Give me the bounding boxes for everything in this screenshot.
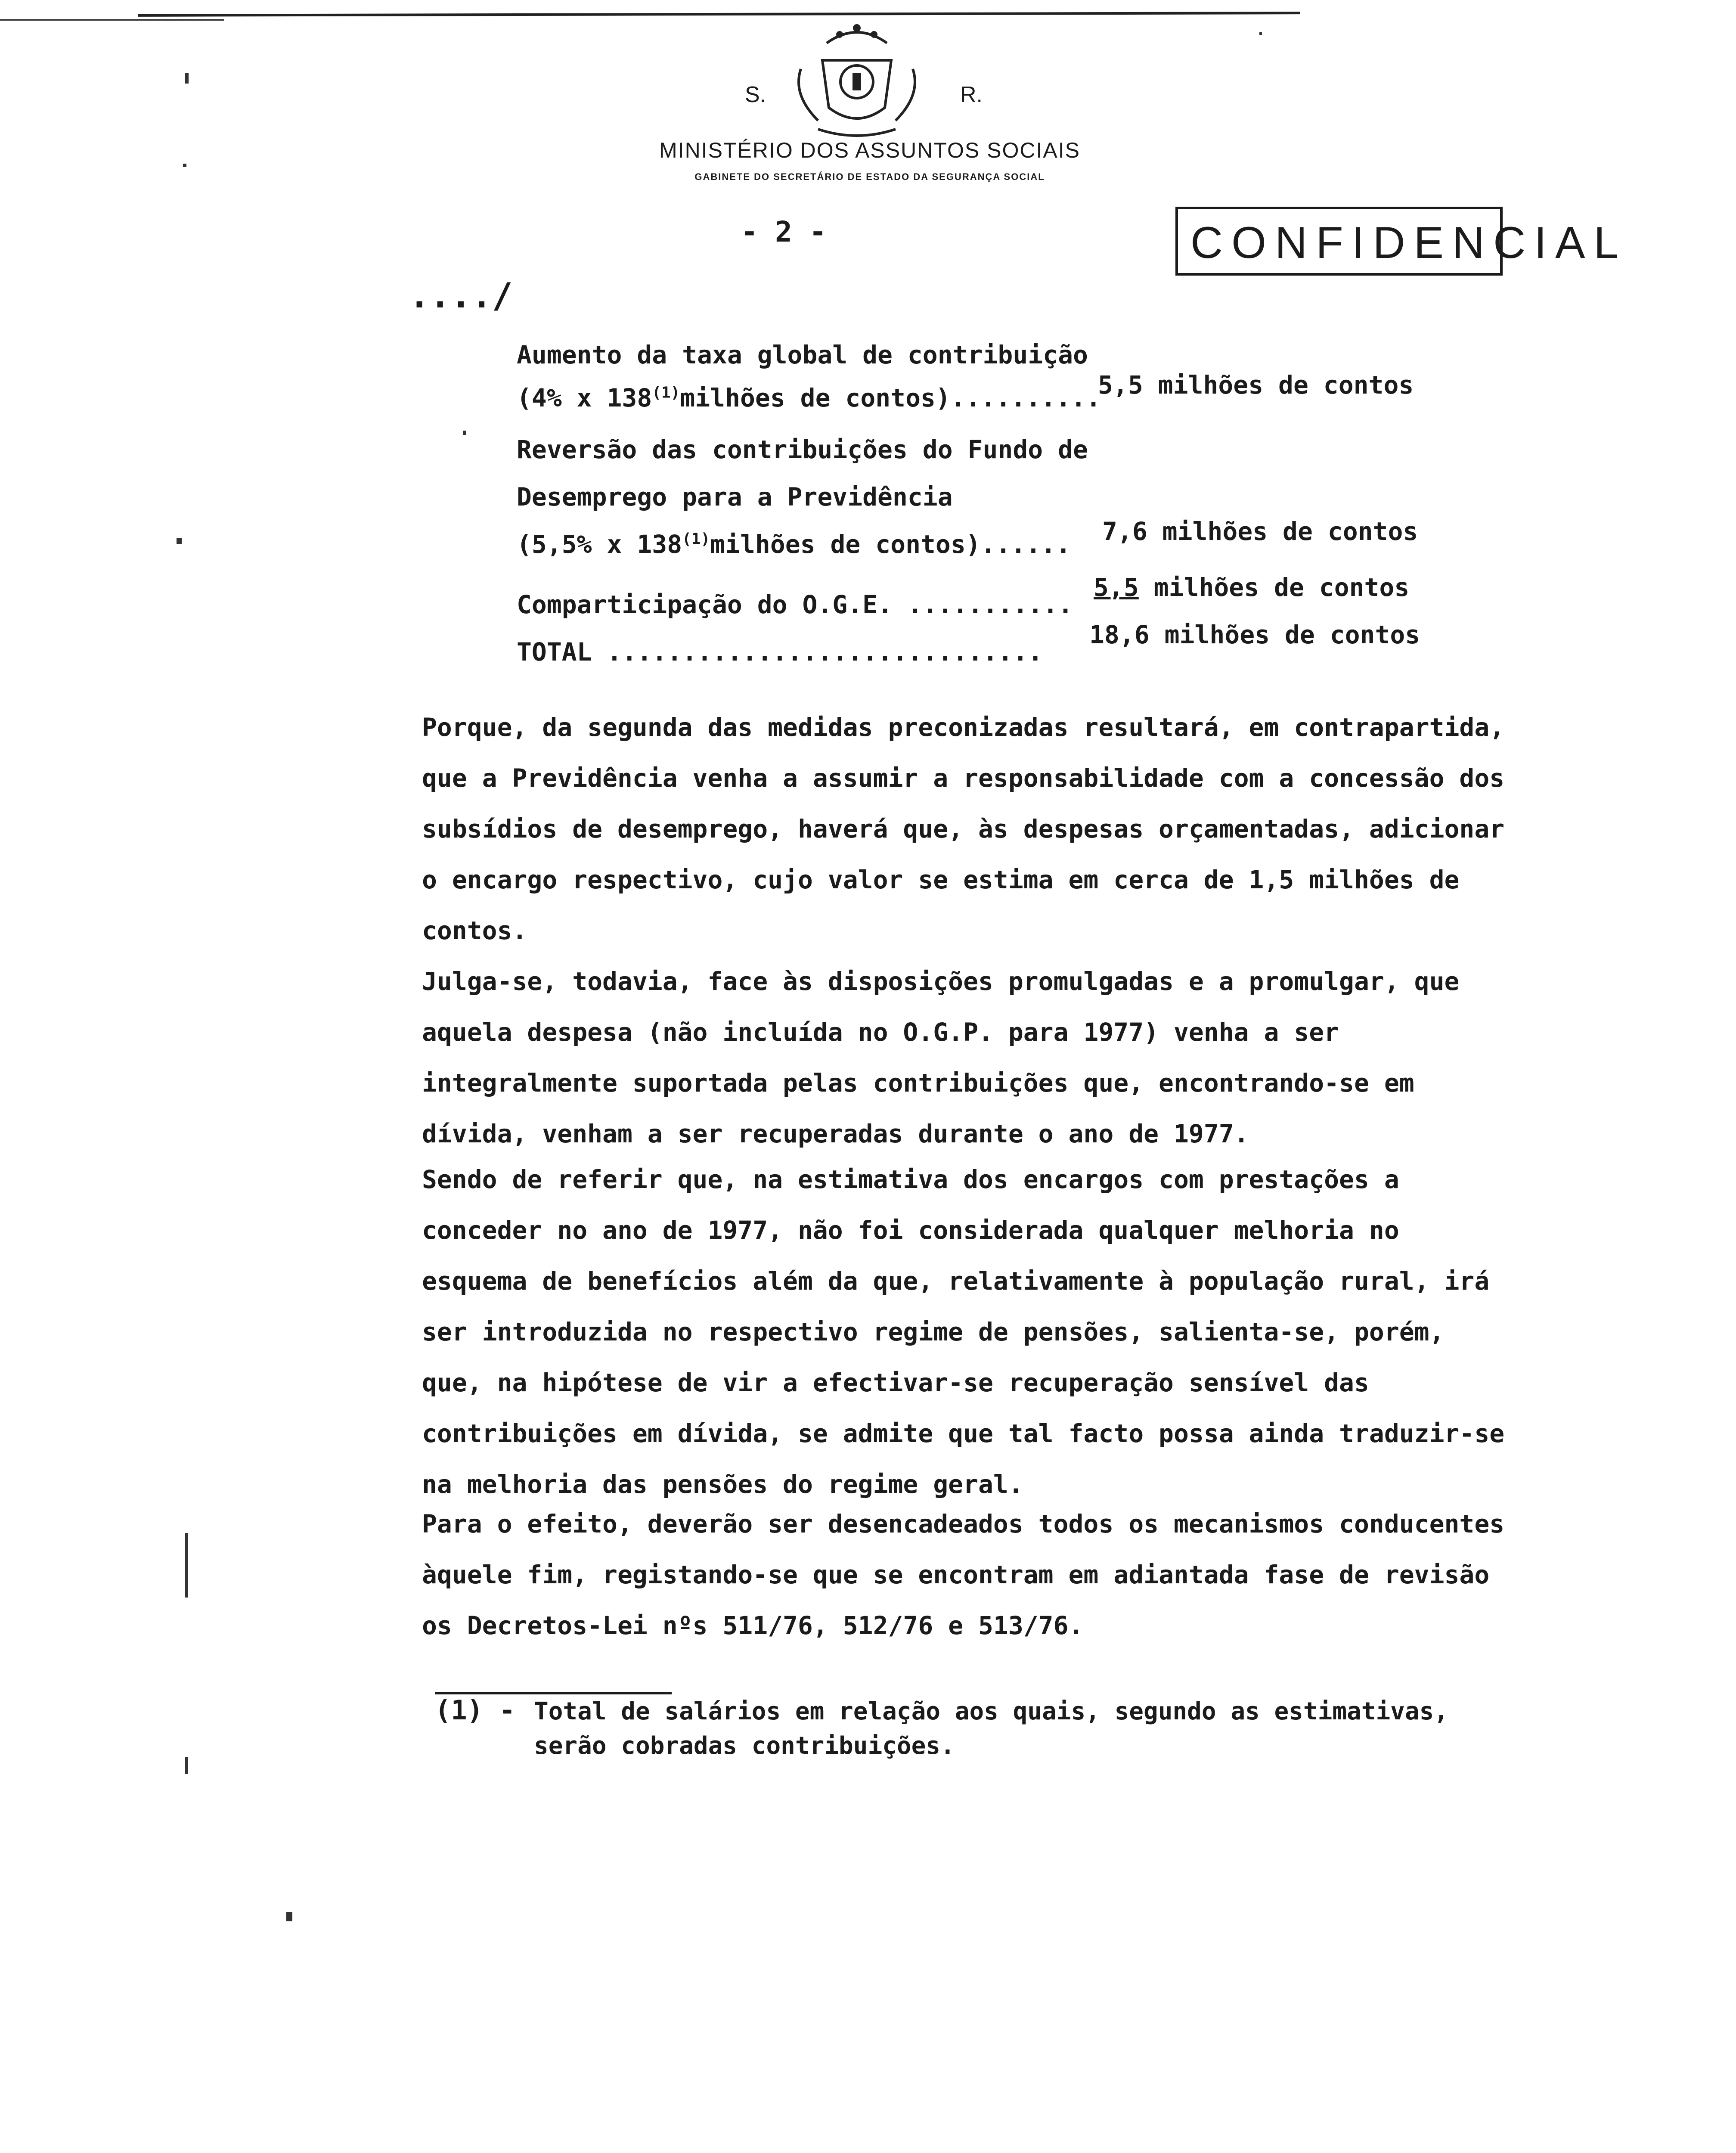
scan-speck [183,164,186,167]
scan-edge-line [138,12,1300,17]
header-initial-right: R. [960,82,983,107]
scan-speck [286,1912,292,1921]
scan-speck [1259,32,1262,35]
table-row-1-line-2: (4% x 138$^{(1)}$milhões de contos).......... [517,383,1101,413]
table-row-1-value: 5,5 milhões de contos [1098,370,1414,400]
scan-speck [185,1533,188,1598]
coat-of-arms-emblem [775,17,939,146]
table-row-2-line-3: (5,5% x 138$^{(1)}$milhões de contos)...... [517,530,1071,559]
header-initial-left: S. [745,82,766,107]
scan-speck [177,538,182,544]
table-row-3-value: 5,5 milhões de contos [1094,573,1410,602]
confidential-stamp: CONFIDENCIAL [1190,218,1628,268]
scan-speck [185,1757,188,1774]
table-row-2-line-2: Desemprego para a Previdência [517,482,953,512]
table-total-value: 18,6 milhões de contos [1089,620,1420,649]
table-row-2-value: 7,6 milhões de contos [1102,517,1418,546]
scan-edge-line-left [0,19,224,21]
table-row-2-line-1: Reversão das contribuições do Fundo de [517,435,1088,464]
scan-speck [185,73,189,84]
paragraph-2: Julga-se, todavia, face às disposições promulgadas e a promulgar, que aquela despesa (não incluída no O.G.P. para 1977) venha a ser integralmente suportada pelas contribuições que, encontrando-se em dívida, venham a ser recuperadas durante o ano de 1977. [422,967,1460,1148]
paragraph-3: Sendo de referir que, na estimativa dos encargos com prestações a conceder no ano de 1977, não foi considerada qualquer melhoria no esquema de benefícios além da que, relativamente à população rural, irá ser introduzida no respectivo regime de pensões, salienta-se, porém, que, na hipótese de vir a efectivar-se recuperação sensível das contribuições em dívida, se admite que tal facto possa ainda traduzir-se na melhoria das pensões do regime geral. [422,1165,1505,1499]
table-total-label: TOTAL ............................. [517,637,1043,667]
ministry-name: MINISTÉRIO DOS ASSUNTOS SOCIAIS [659,138,1080,162]
page-number: - 2 - [741,215,827,248]
scan-speck [463,431,466,435]
footnote-text: Total de salários em relação aos quais, segundo as estimativas, serão cobradas contribuições. [534,1697,1449,1760]
paragraph-1: Porque, da segunda das medidas preconizadas resultará, em contrapartida, que a Previdência venha a assumir a responsabilidade com a concessão dos subsídios de desemprego, haverá que, às despesas orçamentadas, adicionar o encargo respectivo, cujo valor se estima em cerca de 1,5 milhões de contos. [422,713,1505,945]
table-row-1-line-1: Aumento da taxa global de contribuição [517,340,1088,369]
table-row-3-label: Comparticipação do O.G.E. ........... [517,590,1073,619]
footnote-mark: (1) - [435,1694,515,1726]
cabinet-name: GABINETE DO SECRETÁRIO DE ESTADO DA SEGURANÇA SOCIAL [694,171,1045,182]
continuation-mark: ..../ [409,276,513,316]
paragraph-4: Para o efeito, deverão ser desencadeados todos os mecanismos conducentes àquele fim, registando-se que se encontram em adiantada fase de revisão os Decretos-Lei nºs 511/76, 512/76 e 513/76. [422,1509,1505,1640]
